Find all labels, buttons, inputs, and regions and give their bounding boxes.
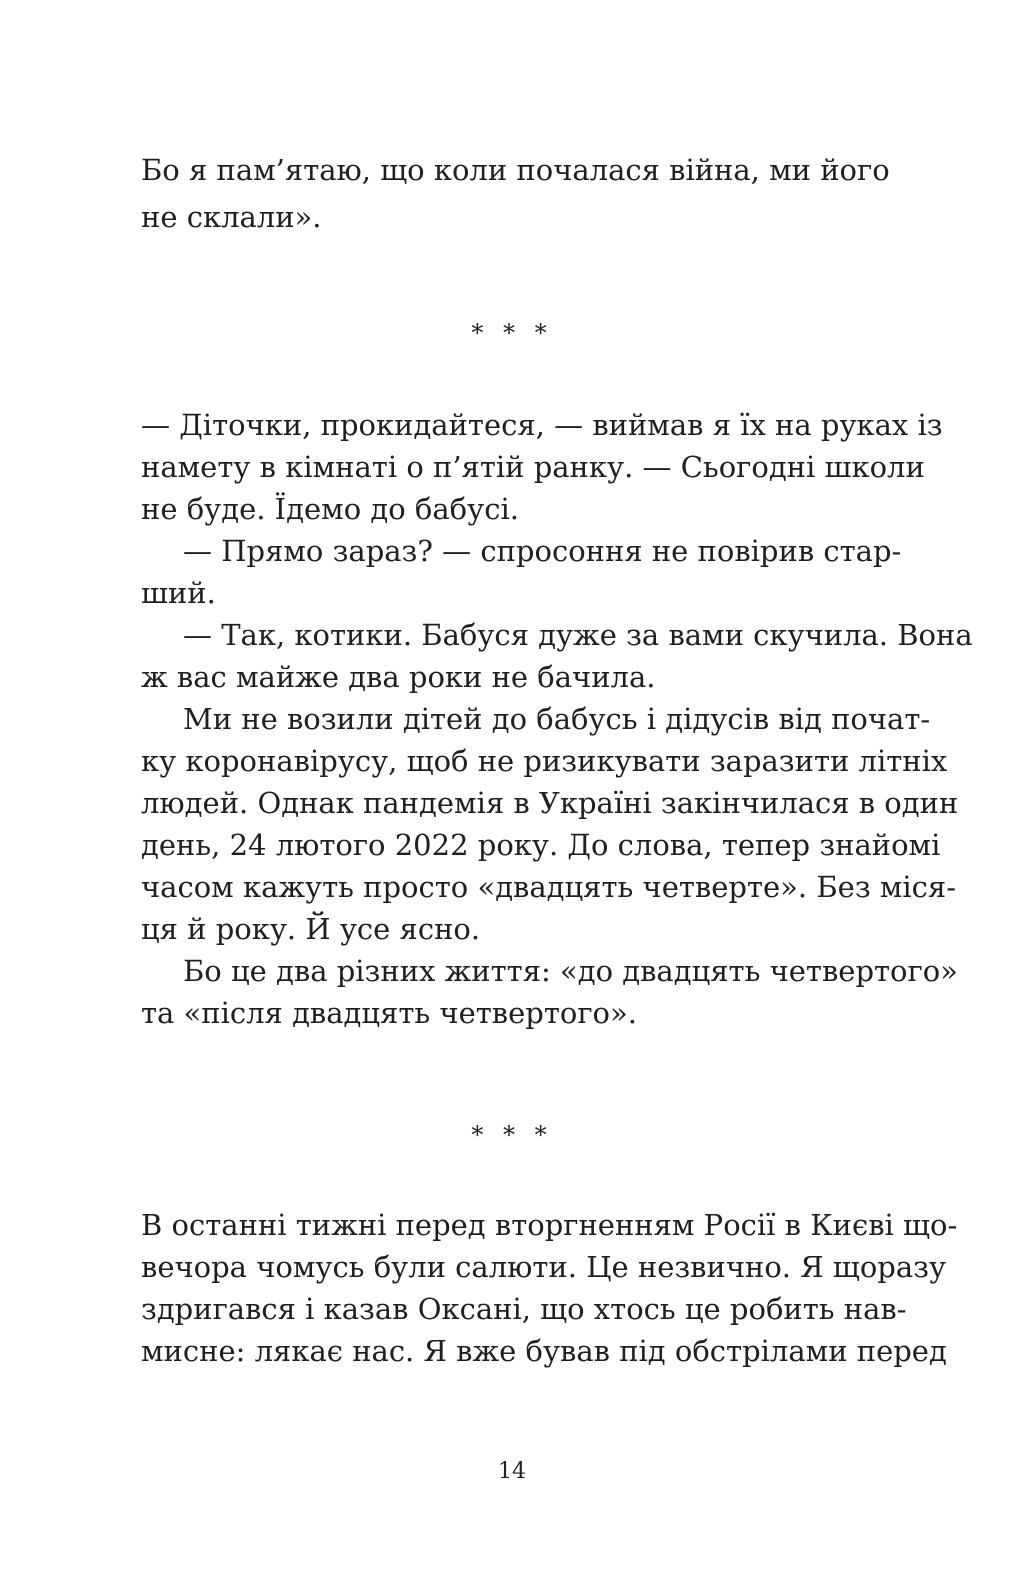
text-line: та «після двадцять четвертого». <box>141 996 637 1030</box>
text-line: мисне: лякає нас. Я вже бував під обстрілами перед <box>141 1334 947 1368</box>
text-line: день, 24 лютого 2022 року. До слова, тепер знайомі <box>141 828 941 862</box>
text-line: Бо це два різних життя: «до двадцять четвертого» <box>183 954 958 988</box>
section-separator: * * * <box>471 1121 553 1149</box>
text-line: — Так, котики. Бабуся дуже за вами скучила. Вона <box>183 618 973 652</box>
text-line: не склали». <box>141 200 322 234</box>
text-line: В останні тижні перед вторгненням Росії в Києві що- <box>141 1208 958 1242</box>
text-line: здригався і казав Оксані, що хтось це робить нав- <box>141 1292 907 1326</box>
text-line: Ми не возили дітей до бабусь і дідусів від почат- <box>183 702 931 736</box>
text-line: — Прямо зараз? — спросоння не повірив стар- <box>183 534 902 568</box>
text-line: ця й року. Й усе ясно. <box>141 912 481 946</box>
text-line: не буде. Їдемо до бабусі. <box>141 492 519 526</box>
text-line: намету в кімнаті о п’ятій ранку. — Сьогодні школи <box>141 450 925 484</box>
text-line: часом кажуть просто «двадцять четверте». Без міся- <box>141 870 957 904</box>
text-line: людей. Однак пандемія в Україні закінчилася в один <box>141 786 959 820</box>
text-line: ку коронавірусу, щоб не ризикувати заразити літніх <box>141 744 948 778</box>
text-line: вечора чомусь були салюти. Це незвично. Я щоразу <box>141 1250 947 1284</box>
text-line: ж вас майже два роки не бачила. <box>141 660 656 694</box>
text-line: — Діточки, прокидайтеся, — виймав я їх на руках із <box>141 408 943 442</box>
text-line: ший. <box>141 576 216 610</box>
section-separator: * * * <box>471 319 553 347</box>
page-number: 14 <box>498 1459 526 1484</box>
text-line: Бо я пам’ятаю, що коли почалася війна, ми його <box>141 153 890 187</box>
